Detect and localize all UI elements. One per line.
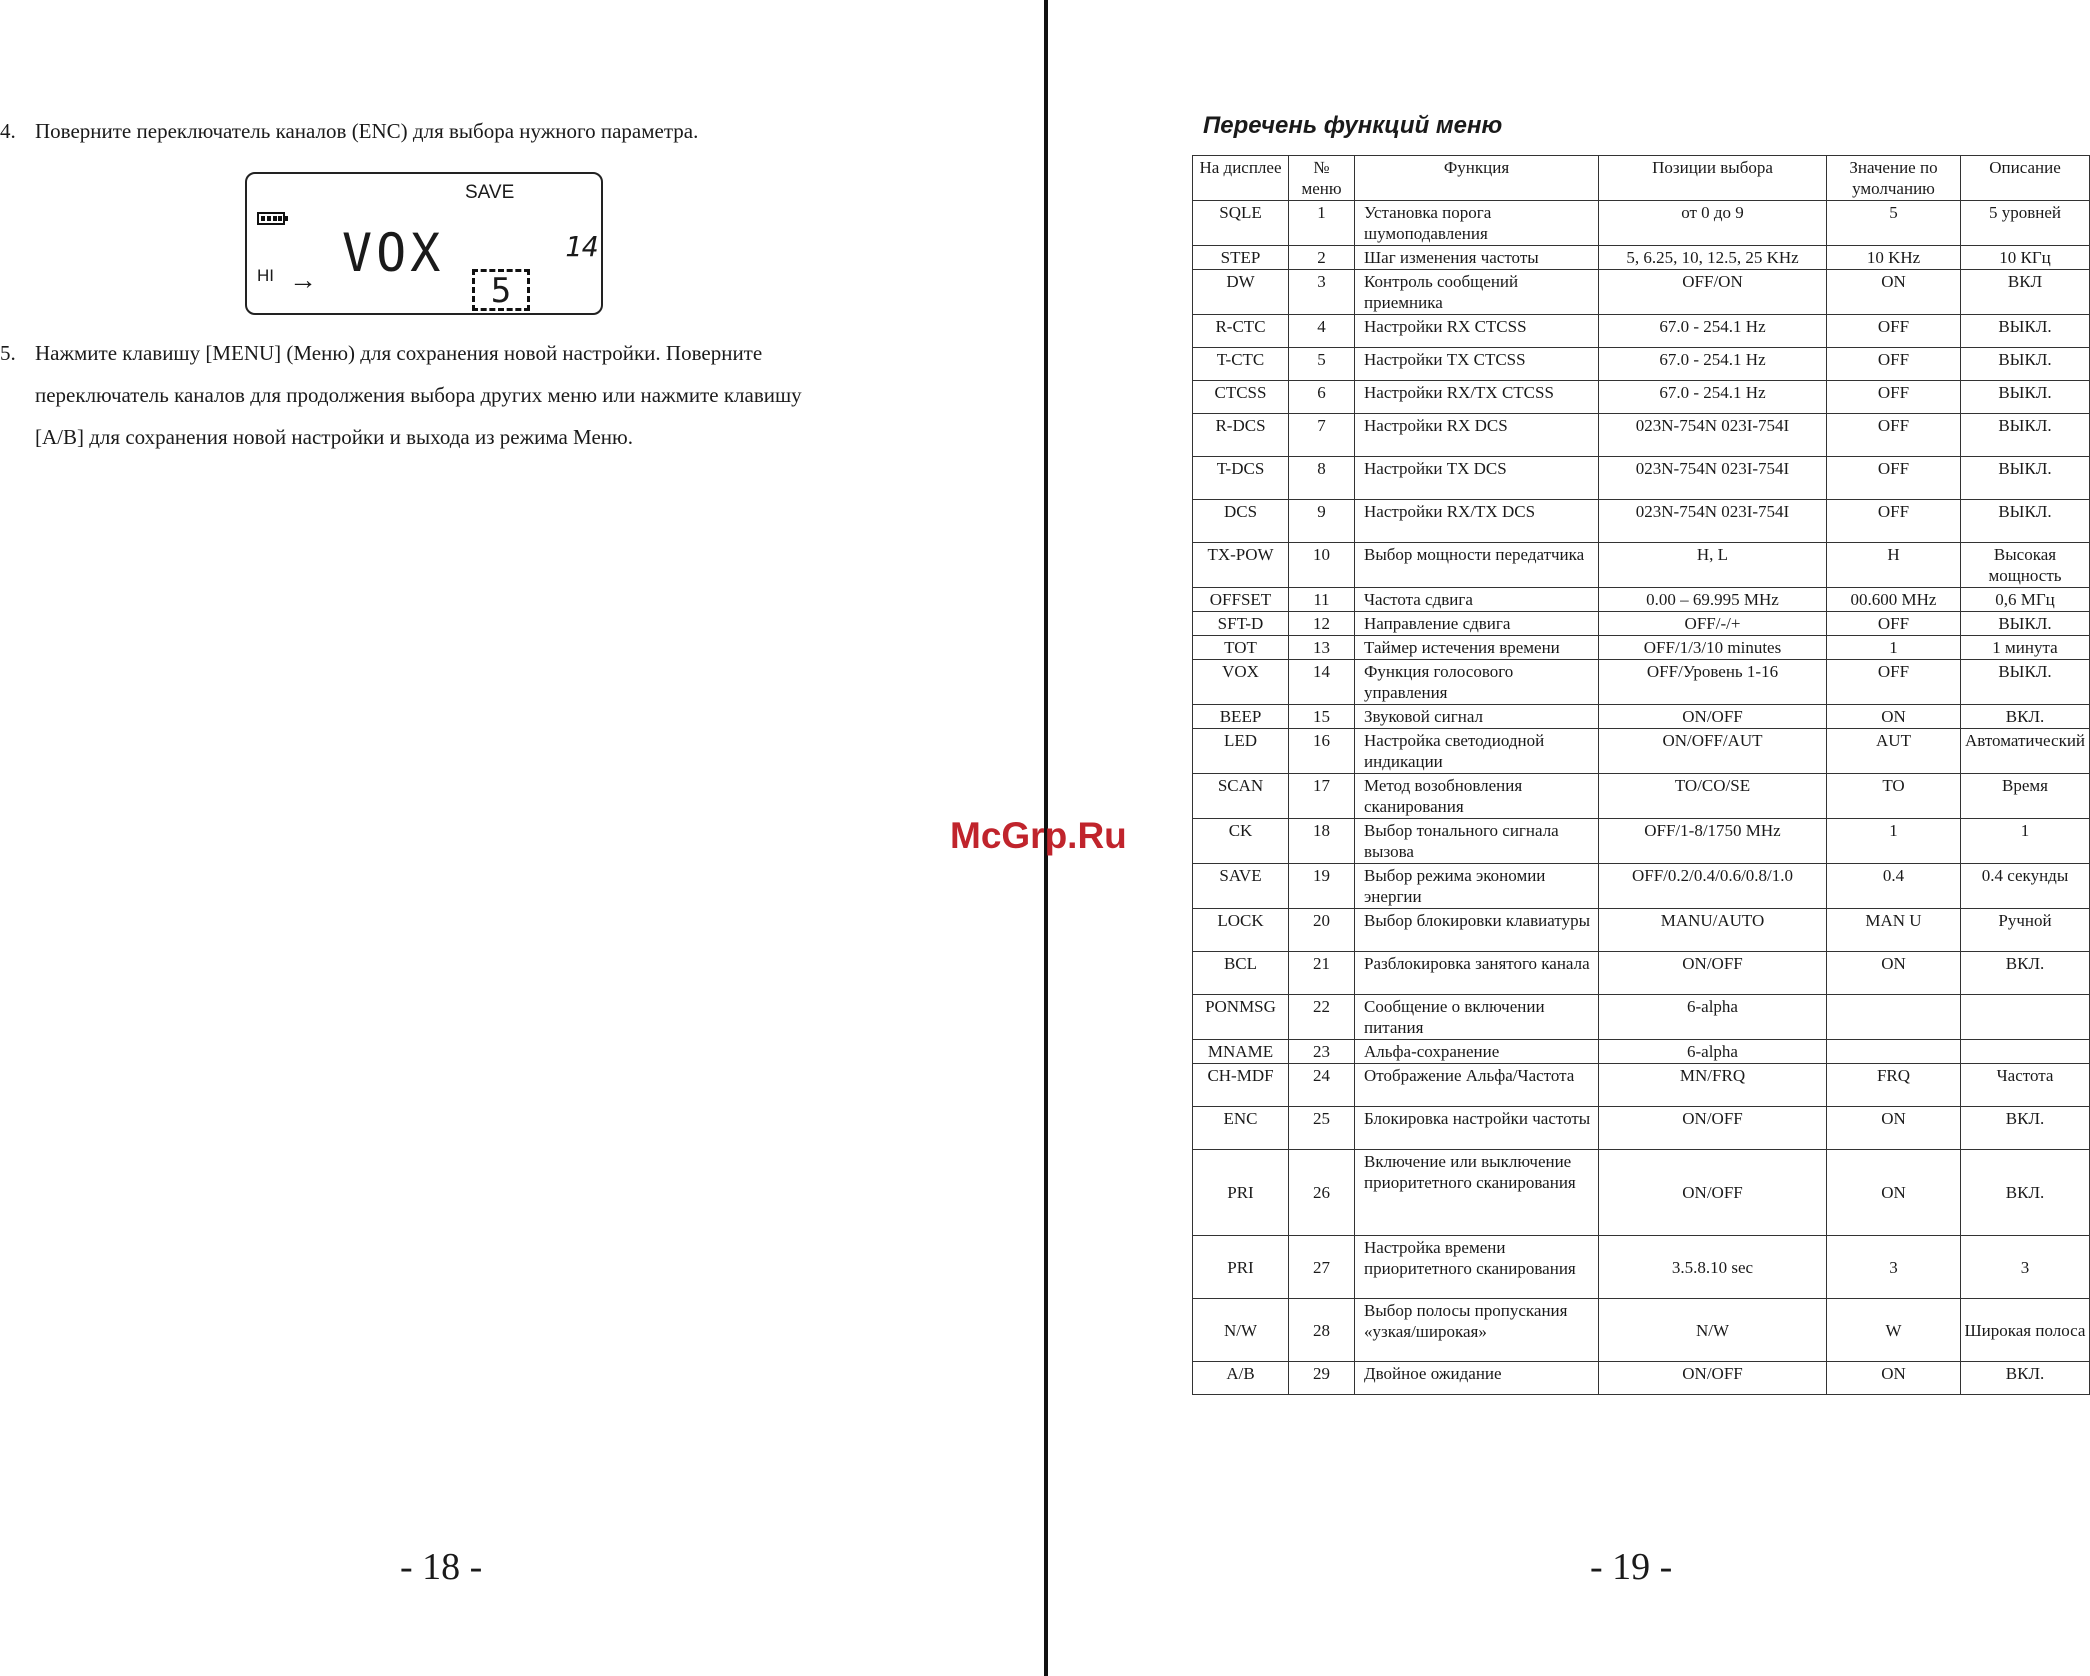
table-cell: TO	[1827, 774, 1961, 819]
lcd-power-label: HI	[257, 266, 274, 285]
table-cell: H, L	[1599, 543, 1827, 588]
table-cell: Таймер истечения времени	[1355, 636, 1599, 660]
table-cell: Включение или выключение приоритетного сканирования	[1355, 1150, 1599, 1236]
table-cell: Двойное ожидание	[1355, 1362, 1599, 1395]
table-cell: 3	[1827, 1236, 1961, 1299]
table-cell: SFT-D	[1193, 612, 1289, 636]
table-cell: ON	[1827, 270, 1961, 315]
table-cell: 6-alpha	[1599, 995, 1827, 1040]
table-body	[1193, 201, 2090, 1395]
table-cell: Настройка светодиодной индикации	[1355, 729, 1599, 774]
step-4-text: Поверните переключатель каналов (ENC) для выбора нужного параметра.	[35, 119, 699, 143]
table-cell: ON/OFF	[1599, 705, 1827, 729]
table-cell: Разблокировка занятого канала	[1355, 952, 1599, 995]
table-cell: H	[1827, 543, 1961, 588]
table-cell: PONMSG	[1193, 995, 1289, 1040]
column-header: Функция	[1355, 156, 1599, 201]
table-row	[1193, 636, 2090, 660]
step-4	[0, 110, 1000, 152]
table-cell: 26	[1289, 1150, 1355, 1236]
table-row	[1193, 1150, 2090, 1236]
table-cell: TX-POW	[1193, 543, 1289, 588]
table-cell: Выбор мощности передатчика	[1355, 543, 1599, 588]
table-row	[1193, 381, 2090, 414]
table-cell: 10 KHz	[1827, 246, 1961, 270]
table-cell: 0,6 МГц	[1961, 588, 2090, 612]
table-cell: 10	[1289, 543, 1355, 588]
step-5	[0, 332, 1000, 462]
table-row	[1193, 864, 2090, 909]
step-5-number: 5.	[0, 341, 16, 365]
table-cell: TOT	[1193, 636, 1289, 660]
table-cell: Выбор блокировки клавиатуры	[1355, 909, 1599, 952]
column-header: На дисплее	[1193, 156, 1289, 201]
table-cell: TO/CO/SE	[1599, 774, 1827, 819]
table-cell: N/W	[1599, 1299, 1827, 1362]
table-cell: 67.0 - 254.1 Hz	[1599, 381, 1827, 414]
step-5-line-1: Нажмите клавишу [MENU] (Меню) для сохранения новой настройки. Поверните	[35, 341, 763, 365]
table-cell: Звуковой сигнал	[1355, 705, 1599, 729]
table-cell: 00.600 MHz	[1827, 588, 1961, 612]
table-cell: 21	[1289, 952, 1355, 995]
table-cell: MNAME	[1193, 1040, 1289, 1064]
table-cell: Метод возобновления сканирования	[1355, 774, 1599, 819]
table-row	[1193, 995, 2090, 1040]
table-row	[1193, 729, 2090, 774]
table-cell: 3.5.8.10 sec	[1599, 1236, 1827, 1299]
table-row	[1193, 1236, 2090, 1299]
table-row	[1193, 457, 2090, 500]
table-row	[1193, 1064, 2090, 1107]
table-cell: Настройки TX DCS	[1355, 457, 1599, 500]
table-cell: MN/FRQ	[1599, 1064, 1827, 1107]
table-cell: T-DCS	[1193, 457, 1289, 500]
table-cell: 4	[1289, 315, 1355, 348]
table-cell: CTCSS	[1193, 381, 1289, 414]
arrow-right-icon: →	[289, 264, 317, 295]
table-cell: AUT	[1827, 729, 1961, 774]
table-cell: ВКЛ.	[1961, 1107, 2090, 1150]
table-row	[1193, 270, 2090, 315]
table-cell: 0.00 – 69.995 MHz	[1599, 588, 1827, 612]
table-cell: OFF/ON	[1599, 270, 1827, 315]
table-cell: DCS	[1193, 500, 1289, 543]
table-cell: OFF	[1827, 315, 1961, 348]
table-cell: OFF/0.2/0.4/0.6/0.8/1.0	[1599, 864, 1827, 909]
table-cell: ВЫКЛ.	[1961, 500, 2090, 543]
table-cell: MAN U	[1827, 909, 1961, 952]
table-cell: ON/OFF	[1599, 1362, 1827, 1395]
lcd-save-label: SAVE	[465, 182, 515, 203]
table-row	[1193, 1362, 2090, 1395]
table-cell: 12	[1289, 612, 1355, 636]
table-cell: 0.4	[1827, 864, 1961, 909]
table-cell: 18	[1289, 819, 1355, 864]
table-row	[1193, 348, 2090, 381]
table-cell: 15	[1289, 705, 1355, 729]
table-cell: Настройки RX CTCSS	[1355, 315, 1599, 348]
table-cell: SAVE	[1193, 864, 1289, 909]
table-row	[1193, 500, 2090, 543]
table-cell: от 0 до 9	[1599, 201, 1827, 246]
table-row	[1193, 660, 2090, 705]
table-cell: 17	[1289, 774, 1355, 819]
table-cell: OFF/1-8/1750 MHz	[1599, 819, 1827, 864]
table-cell: Выбор полосы пропускания «узкая/широкая»	[1355, 1299, 1599, 1362]
table-cell: Автоматический	[1961, 729, 2090, 774]
table-cell: ON/OFF	[1599, 1107, 1827, 1150]
table-cell: STEP	[1193, 246, 1289, 270]
step-5-line-3: [A/B] для сохранения новой настройки и выхода из режима Меню.	[35, 425, 633, 449]
table-cell: Настройка времени приоритетного сканирования	[1355, 1236, 1599, 1299]
table-cell: 67.0 - 254.1 Hz	[1599, 315, 1827, 348]
table-row	[1193, 819, 2090, 864]
table-cell: ВЫКЛ.	[1961, 457, 2090, 500]
table-cell: OFF	[1827, 348, 1961, 381]
table-cell: ВКЛ.	[1961, 952, 2090, 995]
table-cell: Ручной	[1961, 909, 2090, 952]
table-cell: ВКЛ.	[1961, 1362, 2090, 1395]
table-cell: 6	[1289, 381, 1355, 414]
table-cell: Выбор тонального сигнала вызова	[1355, 819, 1599, 864]
table-cell: BEEP	[1193, 705, 1289, 729]
table-cell: DW	[1193, 270, 1289, 315]
table-row	[1193, 1107, 2090, 1150]
table-cell: Частота сдвига	[1355, 588, 1599, 612]
table-cell: ON/OFF	[1599, 952, 1827, 995]
table-row	[1193, 246, 2090, 270]
table-cell: Контроль сообщений приемника	[1355, 270, 1599, 315]
table-cell: N/W	[1193, 1299, 1289, 1362]
lcd-value: 5	[472, 269, 530, 311]
table-cell: 5, 6.25, 10, 12.5, 25 KHz	[1599, 246, 1827, 270]
table-cell: OFF	[1827, 612, 1961, 636]
table-cell: Выбор режима экономии энергии	[1355, 864, 1599, 909]
table-cell: 023N-754N 023I-754I	[1599, 414, 1827, 457]
table-cell: 023N-754N 023I-754I	[1599, 500, 1827, 543]
table-row	[1193, 588, 2090, 612]
table-cell: LED	[1193, 729, 1289, 774]
table-row	[1193, 952, 2090, 995]
table-cell: 28	[1289, 1299, 1355, 1362]
table-cell: ON/OFF	[1599, 1150, 1827, 1236]
table-cell: Сообщение о включении питания	[1355, 995, 1599, 1040]
table-cell: OFFSET	[1193, 588, 1289, 612]
table-cell: VOX	[1193, 660, 1289, 705]
lcd-menu-number: 14	[565, 230, 599, 263]
step-4-number: 4.	[0, 119, 16, 143]
table-cell: ВЫКЛ.	[1961, 660, 2090, 705]
page-number-right: - 19 -	[1590, 1546, 1673, 1588]
table-row	[1193, 201, 2090, 246]
table-cell: ВКЛ	[1961, 270, 2090, 315]
column-header: Значение по умолчанию	[1827, 156, 1961, 201]
table-cell: PRI	[1193, 1236, 1289, 1299]
column-header: Позиции выбора	[1599, 156, 1827, 201]
table-cell: 27	[1289, 1236, 1355, 1299]
watermark: McGrp.Ru	[950, 815, 1127, 856]
table-cell	[1827, 995, 1961, 1040]
table-cell: SQLE	[1193, 201, 1289, 246]
table-cell: OFF/-/+	[1599, 612, 1827, 636]
table-cell: ВКЛ.	[1961, 705, 2090, 729]
table-cell: Широкая полоса	[1961, 1299, 2090, 1362]
table-cell: ENC	[1193, 1107, 1289, 1150]
table-cell: 14	[1289, 660, 1355, 705]
table-cell: 2	[1289, 246, 1355, 270]
table-cell: BCL	[1193, 952, 1289, 995]
battery-icon	[257, 212, 285, 225]
table-cell: Высокая мощность	[1961, 543, 2090, 588]
table-cell: SCAN	[1193, 774, 1289, 819]
table-cell: 8	[1289, 457, 1355, 500]
table-cell: ВЫКЛ.	[1961, 381, 2090, 414]
table-row	[1193, 414, 2090, 457]
table-cell: 5	[1289, 348, 1355, 381]
table-cell: Настройки RX DCS	[1355, 414, 1599, 457]
table-cell: Частота	[1961, 1064, 2090, 1107]
table-cell: OFF/Уровень 1-16	[1599, 660, 1827, 705]
table-header-row	[1193, 156, 2090, 201]
table-cell: 023N-754N 023I-754I	[1599, 457, 1827, 500]
table-cell: Шаг изменения частоты	[1355, 246, 1599, 270]
table-cell: 13	[1289, 636, 1355, 660]
step-5-line-2: переключатель каналов для продолжения выбора других меню или нажмите клавишу	[35, 383, 802, 407]
table-row	[1193, 909, 2090, 952]
table-cell: 10 КГц	[1961, 246, 2090, 270]
table-cell: Настройки RX/TX DCS	[1355, 500, 1599, 543]
menu-functions-table	[1192, 155, 2090, 1395]
table-cell: OFF	[1827, 500, 1961, 543]
table-cell: PRI	[1193, 1150, 1289, 1236]
lcd-menu-label: VOX	[342, 222, 445, 284]
table-row	[1193, 705, 2090, 729]
table-row	[1193, 315, 2090, 348]
page-number-left: - 18 -	[400, 1546, 483, 1588]
table-cell: 11	[1289, 588, 1355, 612]
table-cell: Функция голосового управления	[1355, 660, 1599, 705]
lcd-display	[245, 172, 603, 315]
table-cell: CK	[1193, 819, 1289, 864]
column-header: Описание	[1961, 156, 2090, 201]
table-cell: 5	[1827, 201, 1961, 246]
table-cell: OFF	[1827, 414, 1961, 457]
table-cell: CH-MDF	[1193, 1064, 1289, 1107]
table-cell: ON	[1827, 1107, 1961, 1150]
table-cell: ВЫКЛ.	[1961, 315, 2090, 348]
table-cell: ON	[1827, 1150, 1961, 1236]
menu-table-title: Перечень функций меню	[1203, 112, 1503, 139]
table-row	[1193, 1040, 2090, 1064]
table-cell: 6-alpha	[1599, 1040, 1827, 1064]
table-cell: 1	[1961, 819, 2090, 864]
table-row	[1193, 1299, 2090, 1362]
table-cell: 3	[1289, 270, 1355, 315]
table-cell: ВЫКЛ.	[1961, 348, 2090, 381]
table-cell: 3	[1961, 1236, 2090, 1299]
table-cell	[1961, 1040, 2090, 1064]
table-cell: Настройки RX/TX CTCSS	[1355, 381, 1599, 414]
table-cell: FRQ	[1827, 1064, 1961, 1107]
table-row	[1193, 543, 2090, 588]
table-cell: 22	[1289, 995, 1355, 1040]
table-cell: ON	[1827, 1362, 1961, 1395]
table-cell: ON	[1827, 952, 1961, 995]
table-cell: W	[1827, 1299, 1961, 1362]
table-cell: 1 минута	[1961, 636, 2090, 660]
table-cell: 16	[1289, 729, 1355, 774]
table-cell: ON/OFF/AUT	[1599, 729, 1827, 774]
table-cell: R-CTC	[1193, 315, 1289, 348]
table-cell: 5 уровней	[1961, 201, 2090, 246]
table-cell: ВКЛ.	[1961, 1150, 2090, 1236]
table-cell: 1	[1827, 636, 1961, 660]
table-cell: Время	[1961, 774, 2090, 819]
table-cell: 0.4 секунды	[1961, 864, 2090, 909]
table-cell: Отображение Альфа/Частота	[1355, 1064, 1599, 1107]
table-cell: Настройки TX CTCSS	[1355, 348, 1599, 381]
table-cell: A/B	[1193, 1362, 1289, 1395]
table-cell: 19	[1289, 864, 1355, 909]
table-cell: OFF	[1827, 457, 1961, 500]
table-cell: Установка порога шумоподавления	[1355, 201, 1599, 246]
table-row	[1193, 612, 2090, 636]
table-cell: OFF	[1827, 660, 1961, 705]
table-cell: LOCK	[1193, 909, 1289, 952]
table-cell: Блокировка настройки частоты	[1355, 1107, 1599, 1150]
table-cell: OFF	[1827, 381, 1961, 414]
table-cell: T-CTC	[1193, 348, 1289, 381]
table-cell: 24	[1289, 1064, 1355, 1107]
table-cell	[1961, 995, 2090, 1040]
table-cell: ON	[1827, 705, 1961, 729]
table-cell: MANU/AUTO	[1599, 909, 1827, 952]
table-cell: R-DCS	[1193, 414, 1289, 457]
table-row	[1193, 774, 2090, 819]
table-cell: 9	[1289, 500, 1355, 543]
column-header: № меню	[1289, 156, 1355, 201]
table-cell: ВЫКЛ.	[1961, 612, 2090, 636]
table-cell: Альфа-сохранение	[1355, 1040, 1599, 1064]
table-cell: OFF/1/3/10 minutes	[1599, 636, 1827, 660]
table-cell: 7	[1289, 414, 1355, 457]
table-cell	[1827, 1040, 1961, 1064]
table-cell: 29	[1289, 1362, 1355, 1395]
table-cell: 1	[1827, 819, 1961, 864]
table-cell: ВЫКЛ.	[1961, 414, 2090, 457]
table-cell: 20	[1289, 909, 1355, 952]
table-cell: 23	[1289, 1040, 1355, 1064]
table-cell: 1	[1289, 201, 1355, 246]
table-cell: Направление сдвига	[1355, 612, 1599, 636]
table-cell: 67.0 - 254.1 Hz	[1599, 348, 1827, 381]
table-cell: 25	[1289, 1107, 1355, 1150]
